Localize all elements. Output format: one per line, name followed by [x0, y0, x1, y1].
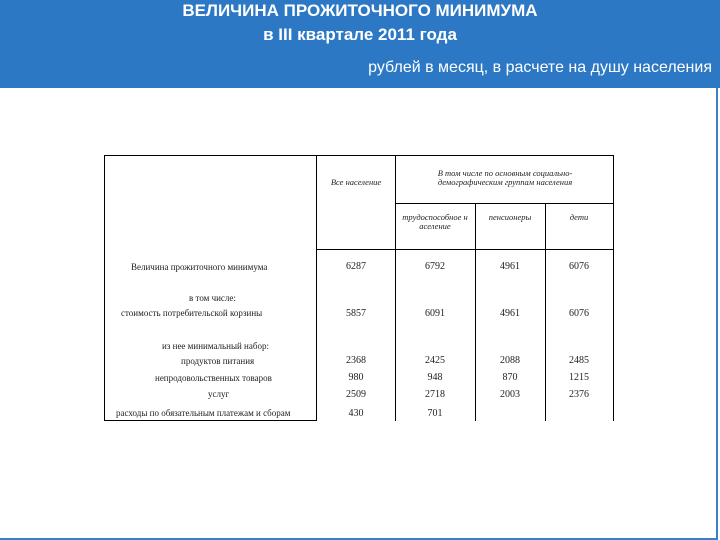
col-header-all: Все население — [330, 177, 382, 187]
table-cell: 870 — [502, 372, 518, 383]
table-cell: 2509 — [346, 389, 366, 400]
table-cell: 5857 — [346, 308, 366, 319]
table-cell: 948 — [427, 372, 443, 383]
col-header-working: трудоспособное население — [402, 212, 468, 231]
col-divider — [475, 203, 476, 421]
row-divider — [105, 420, 317, 421]
table-cell: 6076 — [569, 308, 589, 319]
col-header-pensioners: пенсионеры — [488, 212, 532, 222]
row-divider — [316, 249, 614, 250]
table-cell: 6287 — [346, 261, 366, 272]
table-cell: 980 — [348, 372, 364, 383]
row-label: стоимость потребительской корзины — [121, 308, 263, 318]
header-banner — [0, 0, 720, 88]
table-cell: 430 — [348, 408, 364, 419]
table-cell: 701 — [427, 408, 443, 419]
table-cell: 6076 — [569, 261, 589, 272]
table-cell: 2425 — [425, 355, 445, 366]
subtitle: рублей в месяц, в расчете на душу населения — [368, 59, 712, 76]
row-label: Величина прожиточного минимума — [131, 262, 268, 272]
row-label: продуктов питания — [181, 356, 255, 366]
title-line-2: в III квартале 2011 года — [263, 25, 457, 44]
title-line-1: ВЕЛИЧИНА ПРОЖИТОЧНОГО МИНИМУМА — [182, 1, 538, 20]
table-cell: 2088 — [500, 355, 520, 366]
table-cell: 2368 — [346, 355, 366, 366]
row-label: услуг — [208, 389, 230, 399]
col-divider — [545, 203, 546, 421]
row-label: непродовольственных товаров — [155, 373, 272, 383]
table-cell: 4961 — [500, 261, 520, 272]
table-cell: 2485 — [569, 355, 589, 366]
table-cell: 6091 — [425, 308, 445, 319]
table-cell: 1215 — [569, 372, 589, 383]
row-label: расходы по обязательным платежам и сборам — [116, 408, 291, 418]
table-cell: 2718 — [425, 389, 445, 400]
table-cell: 4961 — [500, 308, 520, 319]
col-divider — [395, 156, 396, 421]
table-cell: 2376 — [569, 389, 589, 400]
table-cell: 6792 — [425, 261, 445, 272]
col-divider — [316, 156, 317, 421]
row-label: в том числе: — [189, 293, 236, 303]
row-label: из нее минимальный набор: — [162, 341, 269, 351]
col-divider — [613, 156, 614, 421]
col-header-children: дети — [569, 212, 589, 222]
subsistence-table — [104, 155, 614, 421]
col-header-group: В том числе по основным социально-демографическим группам населения — [437, 168, 573, 187]
table-cell: 2003 — [500, 389, 520, 400]
row-divider — [395, 203, 614, 204]
